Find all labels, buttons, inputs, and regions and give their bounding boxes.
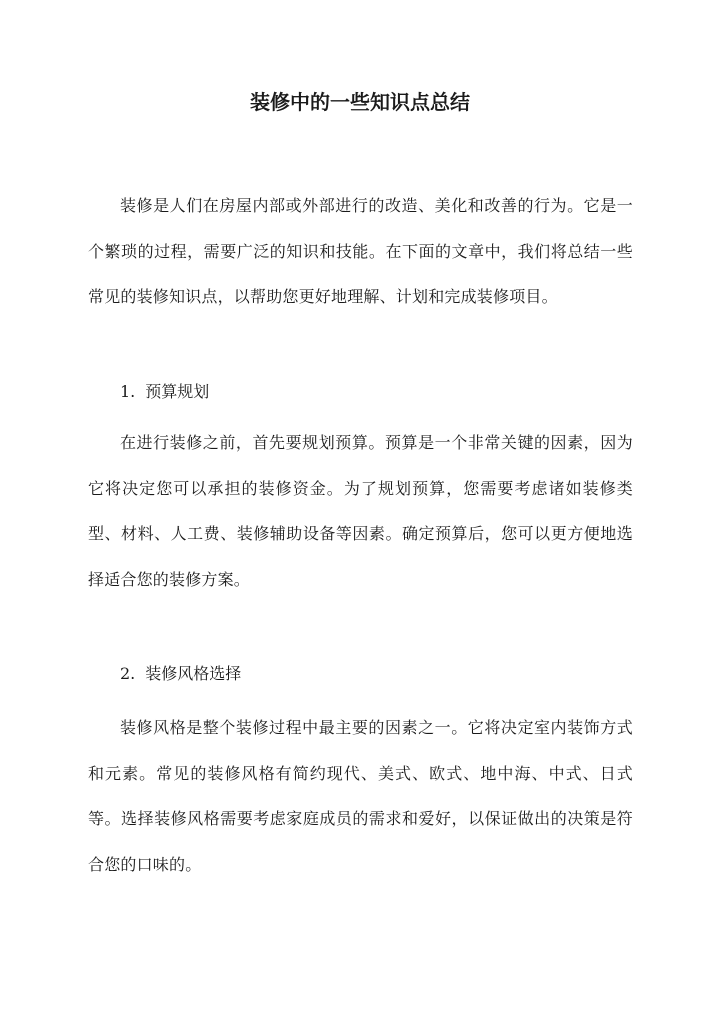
section-heading-budget (120, 377, 209, 407)
section-body-style: 装修风格是整个装修过程中最主要的因素之一。它将决定室内装饰方式和元素。常见的装修风格有简约现代、美式、欧式、地中海、中式、日式等。选择装修风格需要考虑家庭成员的需求和爱好，以保证做出的决策是符合您的口味的。 (88, 718, 633, 874)
section-body-budget: 在进行装修之前，首先要规划预算。预算是一个非常关键的因素，因为它将决定您可以承担的装修资金。为了规划预算，您需要考虑诸如装修类型、材料、人工费、装修辅助设备等因素。确定预算后，您可以更方便地选择适合您的装修方案。 (88, 433, 633, 589)
section-heading-style (120, 659, 241, 689)
section-number: 1. (120, 382, 136, 401)
section-title: 预算规划 (145, 382, 210, 401)
section-number: 2. (120, 664, 136, 683)
intro-paragraph: 装修是人们在房屋内部或外部进行的改造、美化和改善的行为。它是一个繁琐的过程，需要广泛的知识和技能。在下面的文章中，我们将总结一些常见的装修知识点，以帮助您更好地理解、计划和完成装修项目。 (88, 196, 633, 306)
section-title: 装修风格选择 (145, 664, 242, 683)
document-title: 装修中的一些知识点总结 (250, 90, 470, 114)
